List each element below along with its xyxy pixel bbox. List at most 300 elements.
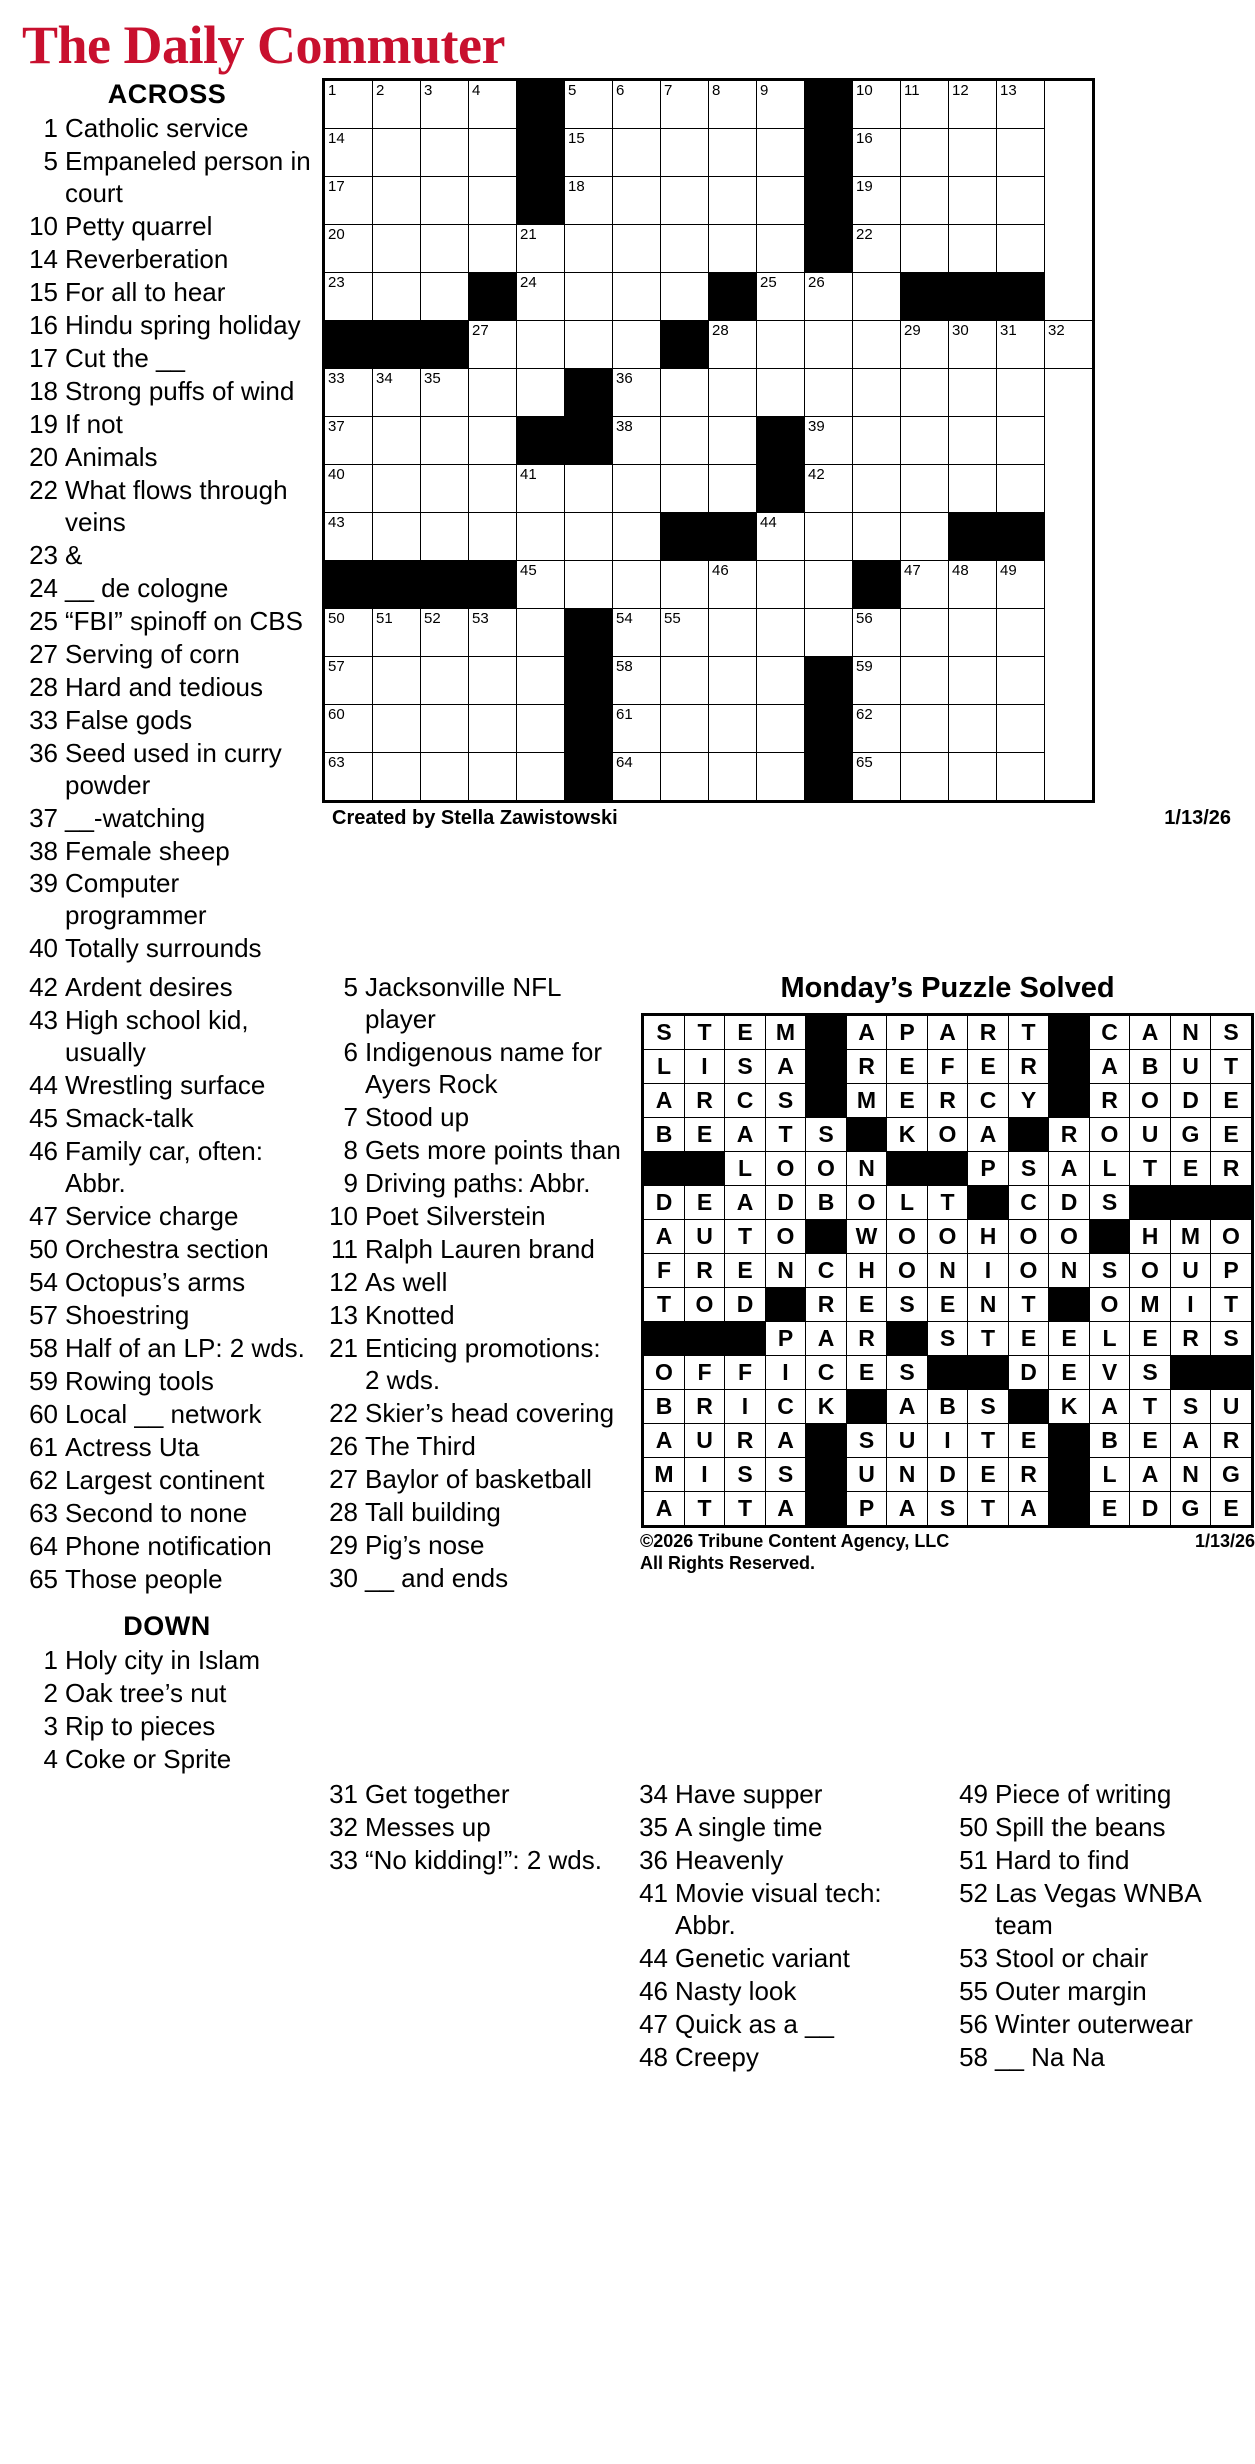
clue-item	[632, 1943, 942, 1975]
grid-cell[interactable]	[613, 609, 661, 657]
grid-cell[interactable]	[853, 753, 901, 802]
grid-cell[interactable]	[517, 561, 565, 609]
grid-cell[interactable]	[469, 417, 517, 465]
grid-cell-number: 43	[328, 514, 345, 531]
grid-cell[interactable]	[757, 513, 805, 561]
grid-cell[interactable]	[324, 513, 373, 561]
grid-cell[interactable]	[661, 129, 709, 177]
grid-cell[interactable]	[469, 369, 517, 417]
grid-cell[interactable]	[805, 561, 853, 609]
clue-text: Creepy	[675, 2041, 759, 2072]
grid-cell[interactable]	[373, 657, 421, 705]
grid-cell[interactable]	[757, 129, 805, 177]
grid-cell[interactable]	[469, 80, 517, 129]
solved-letter-cell: T	[1130, 1152, 1171, 1186]
grid-cell[interactable]	[421, 609, 469, 657]
grid-cell[interactable]	[469, 465, 517, 513]
clue-item	[322, 1168, 622, 1200]
clue-text: Hindu spring holiday	[65, 310, 301, 341]
grid-cell[interactable]	[757, 80, 805, 129]
solved-letter-cell: U	[846, 1458, 887, 1492]
grid-cell[interactable]	[853, 80, 901, 129]
grid-cell[interactable]	[324, 80, 373, 129]
grid-cell[interactable]	[757, 657, 805, 705]
grid-cell[interactable]	[324, 705, 373, 753]
grid-cell[interactable]	[421, 753, 469, 802]
grid-cell[interactable]	[565, 513, 613, 561]
grid-block-cell	[517, 177, 565, 225]
solved-row	[643, 1186, 1253, 1220]
grid-cell[interactable]	[901, 561, 949, 609]
grid-cell[interactable]	[373, 705, 421, 753]
grid-cell[interactable]	[901, 465, 949, 513]
solved-letter-cell: B	[1089, 1424, 1130, 1458]
grid-cell[interactable]	[853, 513, 901, 561]
clue-item	[322, 1267, 622, 1299]
grid-cell[interactable]	[661, 465, 709, 513]
clue-text: Las Vegas WNBA team	[995, 1877, 1201, 1940]
grid-cell[interactable]	[373, 465, 421, 513]
solved-letter-cell: A	[1130, 1458, 1171, 1492]
grid-cell[interactable]	[949, 609, 997, 657]
grid-cell[interactable]	[949, 369, 997, 417]
clue-item	[322, 1234, 622, 1266]
grid-cell[interactable]	[853, 465, 901, 513]
clue-number: 47	[29, 1201, 58, 1232]
grid-cell[interactable]	[421, 369, 469, 417]
grid-cell[interactable]	[853, 129, 901, 177]
grid-cell[interactable]	[324, 177, 373, 225]
grid-cell[interactable]	[565, 321, 613, 369]
solved-letter-cell: R	[1049, 1118, 1090, 1152]
clue-text: Strong puffs of wind	[65, 375, 295, 406]
grid-cell[interactable]	[373, 80, 421, 129]
grid-cell[interactable]	[469, 177, 517, 225]
solved-letter-cell: M	[846, 1084, 887, 1118]
grid-cell[interactable]	[469, 753, 517, 802]
clue-text: Shoestring	[65, 1300, 190, 1331]
grid-cell[interactable]	[949, 657, 997, 705]
grid-cell[interactable]	[853, 705, 901, 753]
grid-cell[interactable]	[324, 225, 373, 273]
grid-cell-number: 47	[904, 562, 921, 579]
grid-cell[interactable]	[613, 657, 661, 705]
grid-block-cell	[565, 705, 613, 753]
clue-item	[952, 2042, 1255, 2074]
grid-cell[interactable]	[949, 225, 997, 273]
solved-letter-cell: O	[684, 1288, 725, 1322]
grid-cell[interactable]	[1045, 321, 1094, 369]
grid-cell-number: 3	[424, 82, 433, 99]
solved-letter-cell: A	[765, 1424, 806, 1458]
grid-cell[interactable]	[469, 321, 517, 369]
grid-cell[interactable]	[613, 321, 661, 369]
grid-cell[interactable]	[997, 609, 1045, 657]
grid-cell[interactable]	[949, 417, 997, 465]
grid-cell[interactable]	[757, 705, 805, 753]
grid-cell[interactable]	[949, 465, 997, 513]
grid-cell[interactable]	[709, 369, 757, 417]
grid-cell[interactable]	[997, 561, 1045, 609]
grid-cell[interactable]	[949, 705, 997, 753]
grid-block-cell	[757, 417, 805, 465]
clue-item	[322, 1333, 622, 1397]
grid-cell[interactable]	[421, 273, 469, 321]
grid-cell[interactable]	[324, 369, 373, 417]
solved-letter-cell: V	[1089, 1356, 1130, 1390]
clue-number: 1	[43, 1645, 58, 1675]
clue-item	[632, 1845, 942, 1877]
solved-letter-cell: K	[806, 1390, 847, 1424]
grid-cell[interactable]	[565, 225, 613, 273]
solved-row	[643, 1254, 1253, 1288]
grid-cell[interactable]	[469, 609, 517, 657]
across-clue-list-cont	[22, 972, 312, 1595]
solved-row	[643, 1152, 1253, 1186]
across-clues-column	[22, 78, 312, 966]
solved-letter-cell: C	[725, 1084, 766, 1118]
grid-cell[interactable]	[901, 177, 949, 225]
grid-cell[interactable]	[901, 705, 949, 753]
grid-cell[interactable]	[853, 177, 901, 225]
clue-text: “FBI” spinoff on CBS	[65, 605, 303, 636]
grid-cell[interactable]	[901, 753, 949, 802]
grid-cell[interactable]	[324, 273, 373, 321]
grid-cell[interactable]	[469, 129, 517, 177]
grid-cell[interactable]	[709, 657, 757, 705]
grid-row	[324, 177, 1094, 225]
grid-cell[interactable]	[805, 609, 853, 657]
grid-cell[interactable]	[949, 80, 997, 129]
grid-cell[interactable]	[661, 705, 709, 753]
grid-cell[interactable]	[757, 273, 805, 321]
credit-row	[332, 803, 1231, 830]
grid-cell[interactable]	[949, 129, 997, 177]
grid-cell[interactable]	[997, 321, 1045, 369]
grid-cell[interactable]	[757, 561, 805, 609]
solved-letter-cell: R	[846, 1050, 887, 1084]
grid-cell[interactable]	[997, 657, 1045, 705]
solved-block-cell	[846, 1118, 887, 1152]
grid-cell[interactable]	[373, 417, 421, 465]
grid-block-cell	[373, 321, 421, 369]
clue-text: Enticing promotions: 2 wds.	[365, 1333, 601, 1396]
grid-cell[interactable]	[853, 273, 901, 321]
grid-cell[interactable]	[709, 80, 757, 129]
grid-cell[interactable]	[805, 321, 853, 369]
solved-letter-cell: O	[1008, 1220, 1049, 1254]
grid-row	[324, 273, 1094, 321]
grid-cell[interactable]	[613, 705, 661, 753]
grid-cell[interactable]	[613, 369, 661, 417]
solved-letter-cell: S	[1008, 1152, 1049, 1186]
grid-cell[interactable]	[805, 513, 853, 561]
clue-number: 28	[29, 671, 58, 702]
grid-cell[interactable]	[997, 369, 1045, 417]
clue-text: Oak tree’s nut	[65, 1677, 227, 1708]
grid-cell[interactable]	[757, 369, 805, 417]
grid-cell[interactable]	[661, 80, 709, 129]
grid-cell[interactable]	[709, 321, 757, 369]
grid-cell[interactable]	[805, 273, 853, 321]
grid-cell[interactable]	[757, 177, 805, 225]
clue-item	[632, 1779, 942, 1811]
grid-cell[interactable]	[469, 657, 517, 705]
grid-cell[interactable]	[661, 561, 709, 609]
clue-number: 24	[29, 572, 58, 603]
grid-cell[interactable]	[901, 657, 949, 705]
solved-letter-cell: A	[765, 1492, 806, 1527]
clue-item	[322, 1398, 622, 1430]
grid-cell[interactable]	[469, 225, 517, 273]
grid-cell[interactable]	[661, 753, 709, 802]
clue-text: Smack-talk	[65, 1103, 194, 1134]
grid-cell[interactable]	[469, 705, 517, 753]
grid-cell[interactable]	[661, 177, 709, 225]
solved-letter-cell: S	[1130, 1356, 1171, 1390]
grid-cell[interactable]	[901, 513, 949, 561]
grid-cell[interactable]	[421, 129, 469, 177]
grid-cell[interactable]	[324, 657, 373, 705]
grid-cell[interactable]	[997, 80, 1045, 129]
solved-letter-cell: T	[1008, 1288, 1049, 1322]
grid-cell[interactable]	[373, 225, 421, 273]
solved-letter-cell: N	[1049, 1254, 1090, 1288]
grid-block-cell	[805, 129, 853, 177]
grid-cell[interactable]	[949, 321, 997, 369]
grid-cell[interactable]	[805, 417, 853, 465]
grid-cell[interactable]	[373, 753, 421, 802]
down-clues-column-2-cont	[312, 1779, 622, 1878]
grid-cell[interactable]	[661, 225, 709, 273]
grid-cell[interactable]	[517, 609, 565, 657]
grid-cell[interactable]	[613, 80, 661, 129]
solved-letter-cell: A	[1049, 1152, 1090, 1186]
grid-cell[interactable]	[853, 321, 901, 369]
grid-cell[interactable]	[757, 609, 805, 657]
grid-cell[interactable]	[565, 177, 613, 225]
clue-number: 34	[639, 1778, 668, 1809]
solved-block-cell	[684, 1322, 725, 1356]
grid-cell[interactable]	[324, 609, 373, 657]
grid-cell-number: 53	[472, 610, 489, 627]
grid-cell[interactable]	[373, 513, 421, 561]
grid-cell[interactable]	[324, 753, 373, 802]
grid-cell[interactable]	[613, 465, 661, 513]
grid-cell[interactable]	[421, 80, 469, 129]
solved-letter-cell: F	[643, 1254, 685, 1288]
clue-number: 7	[343, 1102, 358, 1133]
grid-cell[interactable]	[324, 465, 373, 513]
grid-block-cell	[565, 609, 613, 657]
copyright-line-1: ©2026 Tribune Content Agency, LLC	[640, 1531, 950, 1552]
solved-block-cell	[643, 1322, 685, 1356]
copyright-row	[640, 1528, 1255, 1573]
grid-cell[interactable]	[901, 80, 949, 129]
grid-cell[interactable]	[997, 705, 1045, 753]
clue-number: 39	[29, 868, 58, 899]
grid-cell[interactable]	[709, 177, 757, 225]
grid-block-cell	[805, 705, 853, 753]
grid-cell[interactable]	[901, 369, 949, 417]
grid-cell[interactable]	[661, 273, 709, 321]
grid-cell[interactable]	[853, 225, 901, 273]
grid-cell[interactable]	[613, 225, 661, 273]
grid-cell[interactable]	[565, 273, 613, 321]
solved-letter-cell: A	[1170, 1424, 1211, 1458]
grid-cell[interactable]	[373, 609, 421, 657]
grid-cell-number: 4	[472, 82, 481, 99]
solved-letter-cell: R	[1089, 1084, 1130, 1118]
solved-letter-cell: H	[1130, 1220, 1171, 1254]
solved-block-cell	[1049, 1492, 1090, 1527]
grid-cell[interactable]	[709, 705, 757, 753]
grid-cell[interactable]	[517, 753, 565, 802]
grid-cell-number: 10	[856, 82, 873, 99]
grid-cell[interactable]	[517, 321, 565, 369]
grid-cell[interactable]	[709, 129, 757, 177]
grid-cell[interactable]	[565, 561, 613, 609]
grid-cell[interactable]	[901, 129, 949, 177]
grid-cell[interactable]	[709, 561, 757, 609]
grid-cell[interactable]	[853, 609, 901, 657]
clue-number: 29	[329, 1529, 358, 1560]
grid-cell[interactable]	[517, 369, 565, 417]
grid-cell[interactable]	[324, 129, 373, 177]
grid-cell[interactable]	[421, 705, 469, 753]
grid-cell[interactable]	[757, 225, 805, 273]
grid-cell[interactable]	[853, 417, 901, 465]
grid-row	[324, 465, 1094, 513]
grid-cell-number: 58	[616, 658, 633, 675]
solved-block-cell	[725, 1322, 766, 1356]
clue-number: 48	[639, 2041, 668, 2072]
solved-block-cell	[1008, 1390, 1049, 1424]
grid-cell[interactable]	[997, 177, 1045, 225]
grid-cell[interactable]	[997, 129, 1045, 177]
grid-cell[interactable]	[949, 753, 997, 802]
grid-cell[interactable]	[324, 417, 373, 465]
grid-cell[interactable]	[421, 417, 469, 465]
solved-letter-cell: L	[1089, 1322, 1130, 1356]
grid-cell[interactable]	[517, 513, 565, 561]
solved-letter-cell: O	[765, 1220, 806, 1254]
grid-cell[interactable]	[613, 513, 661, 561]
grid-cell[interactable]	[997, 225, 1045, 273]
grid-cell[interactable]	[517, 273, 565, 321]
grid-cell[interactable]	[613, 177, 661, 225]
clue-item	[22, 705, 312, 737]
grid-cell[interactable]	[661, 417, 709, 465]
solved-letter-cell: O	[927, 1220, 968, 1254]
grid-cell[interactable]	[853, 369, 901, 417]
solved-letter-cell: B	[1130, 1050, 1171, 1084]
grid-cell[interactable]	[517, 705, 565, 753]
grid-cell[interactable]	[565, 465, 613, 513]
grid-cell[interactable]	[373, 129, 421, 177]
grid-cell[interactable]	[613, 417, 661, 465]
grid-cell[interactable]	[421, 657, 469, 705]
grid-cell[interactable]	[613, 561, 661, 609]
grid-cell[interactable]	[805, 369, 853, 417]
grid-cell[interactable]	[901, 225, 949, 273]
grid-cell[interactable]	[373, 273, 421, 321]
clue-number: 2	[43, 1677, 58, 1708]
clue-number: 13	[329, 1300, 358, 1331]
solved-block-cell	[806, 1084, 847, 1118]
clue-number: 37	[29, 802, 58, 833]
clue-number: 51	[959, 1844, 988, 1875]
clue-text: Ralph Lauren brand	[365, 1234, 595, 1265]
grid-cell[interactable]	[901, 609, 949, 657]
grid-cell[interactable]	[517, 657, 565, 705]
grid-cell[interactable]	[997, 753, 1045, 802]
clue-number: 14	[29, 244, 58, 275]
grid-cell[interactable]	[757, 321, 805, 369]
grid-cell[interactable]	[805, 465, 853, 513]
grid-cell[interactable]	[661, 369, 709, 417]
crossword-grid[interactable]	[322, 78, 1095, 803]
clue-number: 43	[29, 1005, 58, 1036]
solved-letter-cell: C	[806, 1356, 847, 1390]
grid-cell[interactable]	[709, 417, 757, 465]
grid-cell[interactable]	[517, 225, 565, 273]
grid-cell[interactable]	[421, 465, 469, 513]
clue-number: 22	[329, 1397, 358, 1428]
grid-cell[interactable]	[565, 129, 613, 177]
solved-letter-cell: N	[887, 1458, 928, 1492]
solved-letter-cell: O	[1130, 1254, 1171, 1288]
grid-block-cell	[805, 225, 853, 273]
grid-cell[interactable]	[565, 80, 613, 129]
grid-cell[interactable]	[613, 129, 661, 177]
grid-cell[interactable]	[949, 177, 997, 225]
grid-cell[interactable]	[421, 225, 469, 273]
down-clue-list-1	[22, 1645, 312, 1776]
grid-cell[interactable]	[709, 753, 757, 802]
grid-cell[interactable]	[517, 465, 565, 513]
grid-cell[interactable]	[613, 753, 661, 802]
grid-cell[interactable]	[373, 177, 421, 225]
grid-cell[interactable]	[661, 657, 709, 705]
grid-cell[interactable]	[997, 417, 1045, 465]
clue-number: 33	[29, 704, 58, 735]
grid-cell[interactable]	[469, 513, 517, 561]
grid-cell[interactable]	[901, 321, 949, 369]
grid-cell[interactable]	[421, 177, 469, 225]
clue-item	[22, 277, 312, 309]
down-clues-column-3	[622, 1779, 942, 2075]
grid-cell[interactable]	[661, 609, 709, 657]
grid-cell[interactable]	[421, 513, 469, 561]
clue-text: Pig’s nose	[365, 1529, 485, 1560]
clue-item	[632, 1878, 942, 1942]
clue-text: Have supper	[675, 1778, 823, 1809]
grid-cell[interactable]	[709, 609, 757, 657]
clue-text: False gods	[65, 704, 193, 735]
grid-cell[interactable]	[901, 417, 949, 465]
grid-cell[interactable]	[613, 273, 661, 321]
grid-cell-number: 19	[856, 178, 873, 195]
grid-cell[interactable]	[709, 225, 757, 273]
grid-cell[interactable]	[949, 561, 997, 609]
grid-cell[interactable]	[373, 369, 421, 417]
grid-row	[324, 609, 1094, 657]
grid-cell[interactable]	[853, 657, 901, 705]
grid-cell[interactable]	[757, 753, 805, 802]
grid-cell[interactable]	[997, 465, 1045, 513]
grid-cell[interactable]	[709, 465, 757, 513]
